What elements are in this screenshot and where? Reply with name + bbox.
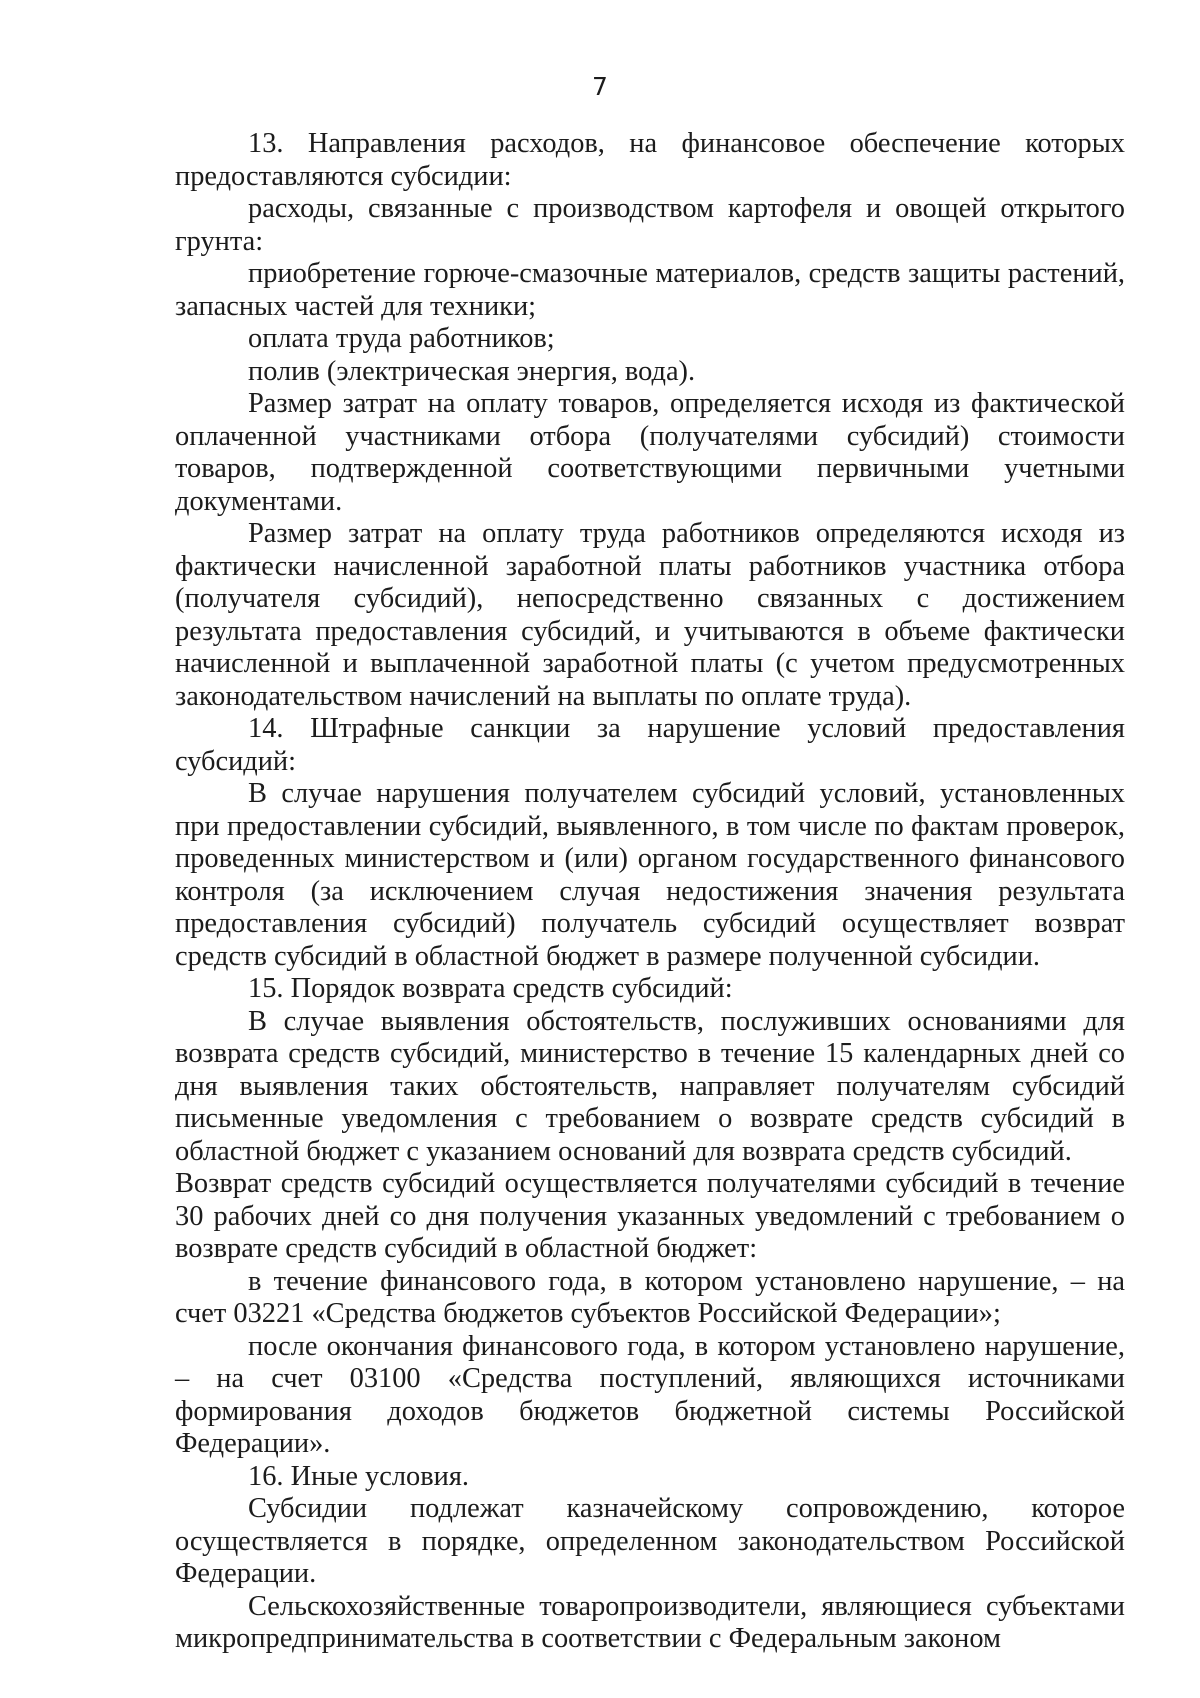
page-number: 7 <box>592 72 608 101</box>
paragraph: приобретение горюче-смазочные материалов, средств защиты растений, запасных частей для техники; <box>175 258 1125 322</box>
section-heading: 16. Иные условия. <box>248 1460 469 1492</box>
paragraph: Размер затрат на оплату товаров, определяется исходя из фактической оплаченной участниками отбора (получателями субсидий) стоимости товаров, подтвержденной соответствующими первичными учетными документами. <box>175 388 1125 517</box>
paragraph: оплата труда работников; <box>248 323 555 354</box>
paragraph: полив (электрическая энергия, вода). <box>248 355 696 387</box>
section-heading: 14. Штрафные санкции за нарушение условий предоставления субсидий: <box>175 713 1125 777</box>
paragraph: Размер затрат на оплату труда работников определяются исходя из фактически начисленной заработной платы работников участника отбора (получателя субсидий), непосредственно связанных с достижением результата предоставления субсидий, и учитываются в объеме фактически начисленной и выплаченной заработной платы (с учетом предусмотренных законодательством начислений на выплаты по оплате труда). <box>175 518 1125 712</box>
paragraph: после окончания финансового года, в котором установлено нарушение, – на счет 03100 «Средства поступлений, являющихся источниками формирования доходов бюджетов бюджетной системы Российской Федерации». <box>175 1330 1125 1459</box>
section-heading: 15. Порядок возврата средств субсидий: <box>248 973 733 1004</box>
paragraph: 13. Направления расходов, на финансовое обеспечение которых предоставляются субсидии: <box>175 128 1125 192</box>
paragraph: Сельскохозяйственные товаропроизводители, являющиеся субъектами микропредпринимательства в соответствии с Федеральным законом <box>175 1590 1125 1654</box>
document-body <box>175 128 1125 1656</box>
paragraph: Возврат средств субсидий осуществляется получателями субсидий в течение 30 рабочих дней со дня получения указанных уведомлений с требованием о возврате средств субсидий в областной бюджет: <box>175 1168 1125 1264</box>
paragraph: В случае нарушения получателем субсидий условий, установленных при предоставлении субсидий, выявленного, в том числе по фактам проверок, проведенных министерством и (или) органом государственного финансового контроля (за исключением случая недостижения значения результата предоставления субсидий) получатель субсидий осуществляет возврат средств субсидий в областной бюджет в размере полученной субсидии. <box>175 778 1125 972</box>
paragraph: Субсидии подлежат казначейскому сопровождению, которое осуществляется в порядке, определенном законодательством Российской Федерации. <box>175 1493 1125 1589</box>
paragraph: В случае выявления обстоятельств, послуживших основаниями для возврата средств субсидий, министерство в течение 15 календарных дней со дня выявления таких обстоятельств, направляет получателям субсидий письменные уведомления с требованием о возврате средств субсидий в областной бюджет с указанием оснований для возврата средств субсидий. <box>175 1005 1125 1167</box>
paragraph: расходы, связанные с производством картофеля и овощей открытого грунта: <box>175 193 1125 257</box>
paragraph: в течение финансового года, в котором установлено нарушение, – на счет 03221 «Средства бюджетов субъектов Российской Федерации»; <box>175 1265 1125 1329</box>
